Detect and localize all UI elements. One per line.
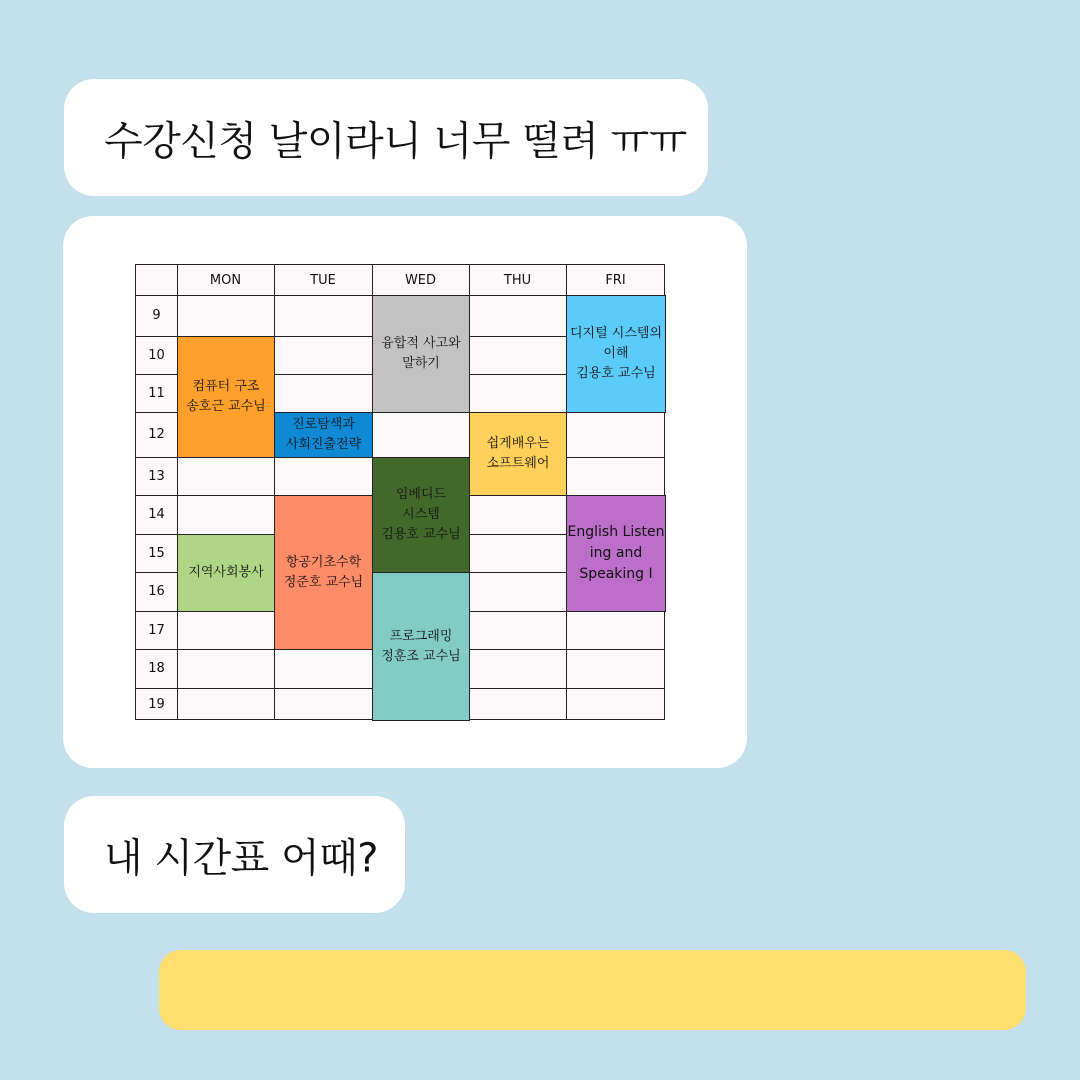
course-block: 진로탐색과 사회진출전략 [274,412,373,458]
hour-label: 13 [148,468,165,484]
course-block: 항공기초수학 정준호 교수님 [274,495,373,650]
course-block: 프로그래밍 정훈조 교수님 [372,572,470,721]
hour-label: 10 [148,347,165,363]
course-block: 지역사회봉사 [177,534,275,612]
hour-label: 9 [152,308,161,323]
hour-label: 15 [148,545,165,561]
hour-label: 12 [148,427,165,442]
chat-bubble-2 [64,796,405,913]
day-header-fri: FRI [605,272,626,288]
chat-bubble-1 [64,79,708,196]
day-header-wed: WED [404,272,437,288]
hour-label: 16 [148,584,165,599]
course-block: 융합적 사고와 말하기 [372,295,470,413]
hour-label: 11 [148,385,165,401]
course-block: 컴퓨터 구조 송호근 교수님 [177,336,275,458]
course-block: English Listen ing and Speaking I [566,495,666,612]
reply-bubble [159,950,1026,1030]
course-block: 디지털 시스템의 이해 김용호 교수님 [566,295,666,413]
day-header-mon: MON [209,272,242,288]
hour-label: 17 [148,622,165,638]
course-block: 쉽게배우는 소프트웨어 [469,412,567,496]
grid-line [177,265,178,719]
hour-label: 14 [148,507,165,522]
message-text: 내 시간표 어때? [104,835,378,881]
timetable [135,264,665,720]
hour-label: 18 [148,661,165,676]
chat-bubble-timetable [63,216,747,768]
day-header-tue: TUE [310,272,336,288]
message-text: 수강신청 날이라니 너무 떨려 ㅠㅠ [104,118,687,164]
day-header-thu: THU [503,272,532,288]
course-block: 임베디드 시스템 김용호 교수님 [372,457,470,573]
hour-label: 19 [148,696,165,712]
grid-line [274,265,275,719]
